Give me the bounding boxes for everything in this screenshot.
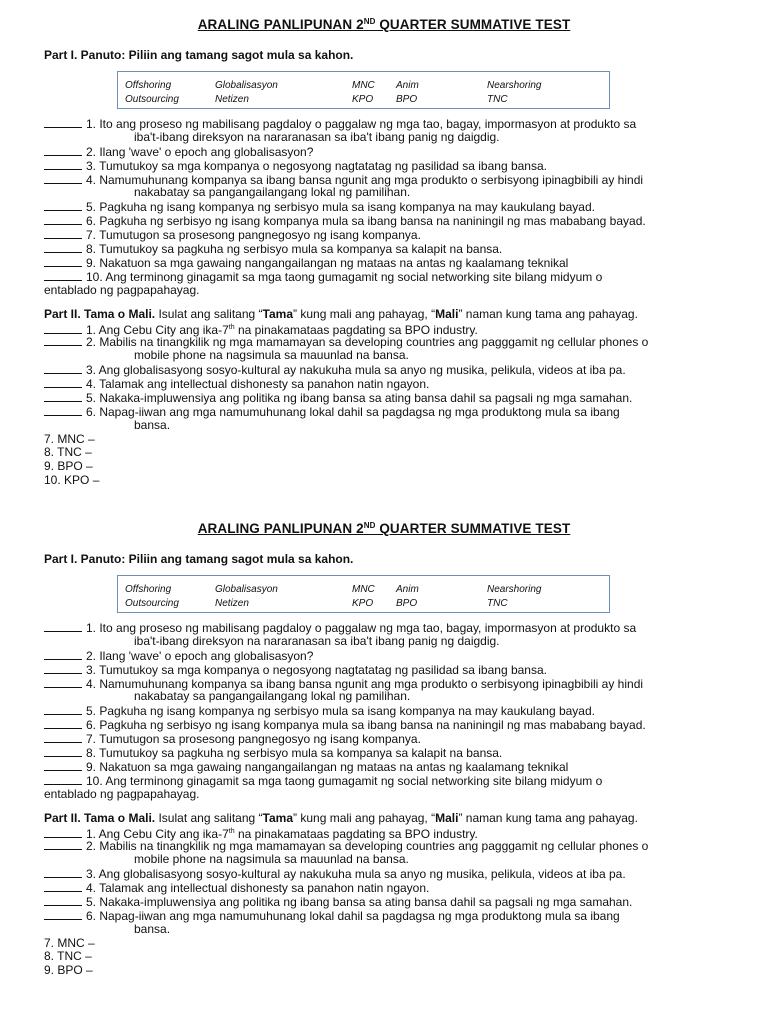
tail-item: 8. TNC – [44,949,92,964]
word-choice: Netizen [215,598,249,609]
answer-blank[interactable] [44,839,82,850]
word-choice: KPO [352,94,374,105]
word-choice: Netizen [215,94,249,105]
question-item: 1. Ang Cebu City ang ika-7th na pinakamataas pagdating sa BPO industry. [44,825,744,839]
part2-instructions: Part II. Tama o Mali. Isulat ang salitang “Tama” kung mali ang pahayag, “Mali” naman kung tama ang pahayag. [44,810,638,825]
question-item: 10. Ang terminong ginagamit sa mga taong gumagamit ng social networking site bilang midyum o [44,774,744,788]
question-item: 1. Ito ang proseso ng mabilisang pagdaloy o paggalaw ng mga tao, bagay, impormasyon at produkto sa [44,621,744,635]
question-continuation: iba't-ibang direksyon na nararanasan sa iba't ibang panig ng daigdig. [134,129,500,144]
question-continuation: mobile phone na nagsimula sa mauunlad na bansa. [134,348,409,363]
word-choice: Outsourcing [125,94,179,105]
answer-blank[interactable] [44,159,82,170]
word-choice: Nearshoring [487,584,542,595]
word-choice: TNC [487,94,508,105]
question-item: 6. Napag-iiwan ang mga namumuhunang lokal dahil sa pagdagsa ng mga produktong mula sa ibang [44,405,744,419]
question-item: 8. Tumutukoy sa pagkuha ng serbisyo mula sa kompanya sa kalapit na bansa. [44,242,744,256]
question-item: 3. Ang globalisasyong sosyo-kultural ay nakukuha mula sa anyo ng musika, pelikula, videos at iba pa. [44,867,744,881]
word-choice: Nearshoring [487,80,542,91]
answer-blank[interactable] [44,774,82,785]
tail-item: 7. MNC – [44,431,95,446]
question-list [44,621,744,978]
question-item: 7. Tumutugon sa prosesong pangnegosyo ng isang kompanya. [44,732,744,746]
part1-heading: Part I. Panuto: Piliin ang tamang sagot mula sa kahon. [44,552,354,566]
answer-blank[interactable] [44,867,82,878]
answer-blank[interactable] [44,621,82,632]
answer-blank[interactable] [44,117,82,128]
answer-blank[interactable] [44,256,82,267]
question-item: 6. Pagkuha ng serbisyo ng isang kompanya mula sa ibang bansa na naniningil ng mas mababang bayad. [44,214,744,228]
test-copy-1 [0,0,768,504]
answer-blank[interactable] [44,391,82,402]
question-item: 8. Tumutukoy sa pagkuha ng serbisyo mula sa kompanya sa kalapit na bansa. [44,746,744,760]
answer-blank[interactable] [44,895,82,906]
word-choice: MNC [352,80,375,91]
question-continuation: mobile phone na nagsimula sa mauunlad na bansa. [134,852,409,867]
answer-blank[interactable] [44,377,82,388]
answer-blank[interactable] [44,746,82,757]
word-choice: Offshoring [125,80,172,91]
answer-blank[interactable] [44,704,82,715]
word-choice: MNC [352,584,375,595]
answer-blank[interactable] [44,760,82,771]
question-item: 5. Nakaka-impluwensiya ang politika ng ibang bansa sa ating bansa dahil sa pagsali ng mga samahan. [44,391,744,405]
question-item: 1. Ang Cebu City ang ika-7th na pinakamataas pagdating sa BPO industry. [44,321,744,335]
question-item: 4. Namumuhunang kompanya sa ibang bansa ngunit ang mga produkto o serbisyong ipinagbibili ay hindi [44,677,744,691]
question-wrap: entablado ng pagpapahayag. [44,282,200,297]
word-choice: Anim [396,80,419,91]
question-continuation: bansa. [134,417,171,432]
question-item: 2. Ilang 'wave' o epoch ang globalisasyon? [44,649,744,663]
word-box [117,71,610,109]
question-item: 6. Pagkuha ng serbisyo ng isang kompanya mula sa ibang bansa na naniningil ng mas mababang bayad. [44,718,744,732]
question-list [44,117,744,488]
word-choice: Globalisasyon [215,80,278,91]
answer-blank[interactable] [44,214,82,225]
word-box [117,575,610,613]
answer-blank[interactable] [44,732,82,743]
tail-item: 9. BPO – [44,459,93,474]
question-item: 3. Tumutukoy sa mga kompanya o negosyong nagtatatag ng pasilidad sa ibang bansa. [44,159,744,173]
answer-blank[interactable] [44,145,82,156]
word-choice: KPO [352,598,374,609]
question-item: 5. Pagkuha ng isang kompanya ng serbisyo mula sa isang kompanya na may kaukulang bayad. [44,200,744,214]
answer-blank[interactable] [44,827,82,838]
tail-item: 8. TNC – [44,445,92,460]
part1-heading: Part I. Panuto: Piliin ang tamang sagot mula sa kahon. [44,48,354,62]
word-choice: Offshoring [125,584,172,595]
page-title: ARALING PANLIPUNAN 2ND QUARTER SUMMATIVE TEST [197,521,571,536]
word-choice: Globalisasyon [215,584,278,595]
question-wrap: entablado ng pagpapahayag. [44,786,200,801]
question-continuation: nakabatay sa pangangailangang lokal ng pamilihan. [134,689,411,704]
answer-blank[interactable] [44,323,82,334]
answer-blank[interactable] [44,881,82,892]
answer-blank[interactable] [44,335,82,346]
question-item: 2. Mabilis na tinangkilik ng mga mamamayan sa developing countries ang pagggamit ng cellular phones o [44,335,744,349]
question-item: 10. Ang terminong ginagamit sa mga taong gumagamit ng social networking site bilang midyum o [44,270,744,284]
word-choice: TNC [487,598,508,609]
test-copy-2 [0,504,768,1008]
question-item: 4. Talamak ang intellectual dishonesty sa panahon natin ngayon. [44,881,744,895]
question-item: 3. Ang globalisasyong sosyo-kultural ay nakukuha mula sa anyo ng musika, pelikula, videos at iba pa. [44,363,744,377]
question-item: 9. Nakatuon sa mga gawaing nangangailangan ng mataas na antas ng kaalamang teknikal [44,760,744,774]
answer-blank[interactable] [44,909,82,920]
question-item: 3. Tumutukoy sa mga kompanya o negosyong nagtatatag ng pasilidad sa ibang bansa. [44,663,744,677]
word-choice: Outsourcing [125,598,179,609]
word-choice: Anim [396,584,419,595]
question-item: 4. Namumuhunang kompanya sa ibang bansa ngunit ang mga produkto o serbisyong ipinagbibili ay hindi [44,173,744,187]
answer-blank[interactable] [44,405,82,416]
question-item: 2. Ilang 'wave' o epoch ang globalisasyon? [44,145,744,159]
answer-blank[interactable] [44,718,82,729]
question-item: 6. Napag-iiwan ang mga namumuhunang lokal dahil sa pagdagsa ng mga produktong mula sa ibang [44,909,744,923]
page-title: ARALING PANLIPUNAN 2ND QUARTER SUMMATIVE TEST [197,17,571,32]
part2-instructions: Part II. Tama o Mali. Isulat ang salitang “Tama” kung mali ang pahayag, “Mali” naman kung tama ang pahayag. [44,306,638,321]
question-continuation: nakabatay sa pangangailangang lokal ng pamilihan. [134,185,411,200]
question-item: 1. Ito ang proseso ng mabilisang pagdaloy o paggalaw ng mga tao, bagay, impormasyon at produkto sa [44,117,744,131]
tail-item: 7. MNC – [44,935,95,950]
question-item: 5. Pagkuha ng isang kompanya ng serbisyo mula sa isang kompanya na may kaukulang bayad. [44,704,744,718]
word-choice: BPO [396,598,418,609]
tail-item: 10. KPO – [44,473,100,488]
answer-blank[interactable] [44,663,82,674]
question-item: 4. Talamak ang intellectual dishonesty sa panahon natin ngayon. [44,377,744,391]
answer-blank[interactable] [44,270,82,281]
answer-blank[interactable] [44,242,82,253]
question-continuation: iba't-ibang direksyon na nararanasan sa iba't ibang panig ng daigdig. [134,633,500,648]
answer-blank[interactable] [44,677,82,688]
tail-item: 9. BPO – [44,963,93,978]
question-item: 5. Nakaka-impluwensiya ang politika ng ibang bansa sa ating bansa dahil sa pagsali ng mga samahan. [44,895,744,909]
answer-blank[interactable] [44,173,82,184]
question-continuation: bansa. [134,921,171,936]
answer-blank[interactable] [44,649,82,660]
word-choice: BPO [396,94,418,105]
answer-blank[interactable] [44,228,82,239]
question-item: 7. Tumutugon sa prosesong pangnegosyo ng isang kompanya. [44,228,744,242]
question-item: 2. Mabilis na tinangkilik ng mga mamamayan sa developing countries ang pagggamit ng cellular phones o [44,839,744,853]
question-item: 9. Nakatuon sa mga gawaing nangangailangan ng mataas na antas ng kaalamang teknikal [44,256,744,270]
answer-blank[interactable] [44,200,82,211]
answer-blank[interactable] [44,363,82,374]
